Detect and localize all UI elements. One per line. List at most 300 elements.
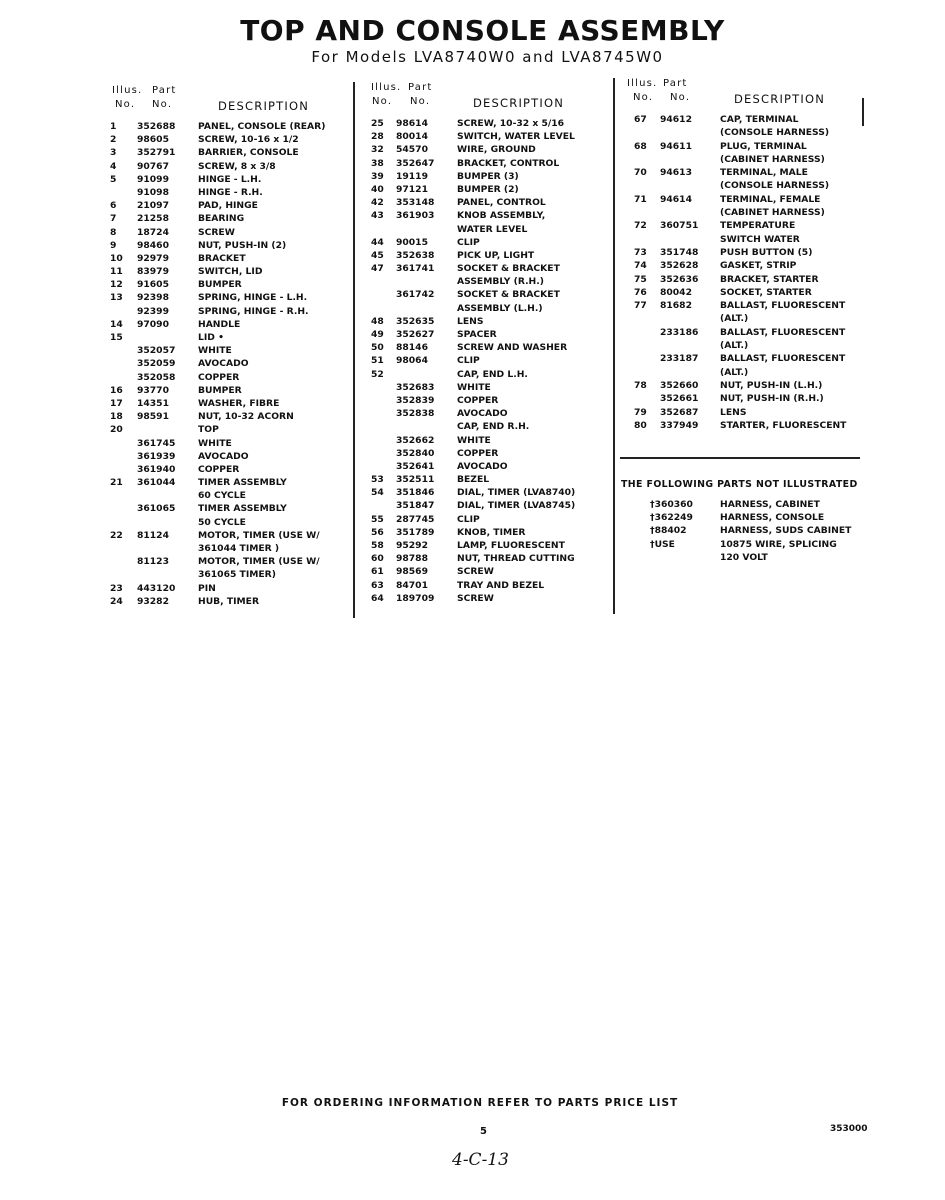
part-number: 93282	[137, 595, 169, 607]
part-description: WATER LEVEL	[457, 223, 528, 235]
illus-number: 55	[371, 513, 384, 525]
header-description: DESCRIPTION	[473, 96, 565, 110]
illus-number: 76	[634, 286, 647, 298]
table-row	[110, 319, 350, 332]
part-number: 352635	[396, 315, 435, 327]
illus-number: 12	[110, 279, 123, 291]
part-number: 352627	[396, 329, 435, 340]
part-description: SPRING, HINGE - L.H.	[198, 292, 308, 304]
header-illus: Illus.	[627, 78, 658, 89]
part-description: ASSEMBLY (R.H.)	[457, 276, 544, 288]
illus-number: 72	[634, 220, 647, 232]
document-number: 353000	[830, 1124, 868, 1134]
part-description: PANEL, CONTROL	[457, 197, 546, 209]
table-row	[368, 487, 608, 500]
part-description: SOCKET, STARTER	[720, 286, 812, 298]
part-number: 352057	[137, 345, 176, 357]
part-number: 80014	[396, 131, 428, 143]
header-part: Part	[663, 78, 688, 89]
table-row	[620, 353, 870, 366]
parts-list	[620, 499, 870, 565]
part-description: LENS	[457, 315, 484, 327]
header-part-no: No.	[670, 92, 691, 103]
part-number: 351789	[396, 526, 435, 538]
part-number: †360360	[650, 499, 693, 510]
part-description: SCREW AND WASHER	[457, 342, 568, 354]
part-description: TERMINAL, FEMALE	[720, 193, 821, 205]
table-row	[368, 329, 608, 342]
table-row	[110, 345, 350, 358]
part-description: SPRING, HINGE - R.H.	[198, 305, 309, 317]
part-description: TEMPERATURE	[720, 220, 796, 232]
table-row	[368, 316, 608, 329]
table-row	[110, 253, 350, 266]
parts-list	[620, 114, 870, 433]
column-divider-1	[353, 82, 355, 618]
table-row	[110, 213, 350, 226]
table-row	[110, 438, 350, 451]
table-row	[368, 580, 608, 593]
part-number: 361903	[396, 210, 435, 222]
table-row	[368, 527, 608, 540]
part-description: COPPER	[457, 394, 499, 406]
part-number: 93770	[137, 384, 169, 396]
part-description: CLIP	[457, 513, 480, 525]
part-number: 353148	[396, 197, 435, 209]
part-number: 352839	[396, 394, 435, 406]
part-description: AVOCADO	[457, 408, 508, 420]
part-number: 18724	[137, 226, 169, 238]
table-row	[368, 355, 608, 368]
part-description: ASSEMBLY (L.H.)	[457, 302, 543, 314]
header-description: DESCRIPTION	[734, 92, 826, 106]
illus-number: 54	[371, 487, 384, 499]
illus-number: 25	[371, 118, 384, 129]
table-row	[620, 512, 870, 525]
part-description: BRACKET, CONTROL	[457, 157, 560, 169]
part-description: STARTER, FLUORESCENT	[720, 419, 847, 431]
part-number: 94614	[660, 193, 692, 205]
part-description: LENS	[720, 406, 747, 418]
part-description: HINGE - R.H.	[198, 186, 263, 198]
illus-number: 78	[634, 379, 647, 391]
header-no: No.	[633, 92, 654, 103]
part-description: CAP, END L.H.	[457, 368, 528, 380]
part-number: 81124	[137, 529, 169, 541]
part-description: SCREW, 10-32 x 5/16	[457, 118, 565, 129]
table-row	[110, 411, 350, 424]
table-row	[620, 380, 870, 393]
part-number: 94613	[660, 167, 692, 179]
illus-number: 17	[110, 397, 123, 409]
part-description: AVOCADO	[457, 460, 508, 472]
illus-number: 16	[110, 384, 123, 396]
part-number: 14351	[137, 397, 169, 409]
part-description: MOTOR, TIMER (USE W/	[198, 529, 320, 541]
illus-number: 3	[110, 147, 117, 159]
table-row	[368, 342, 608, 355]
illus-number: 24	[110, 595, 123, 607]
parts-column-1	[110, 85, 350, 609]
parts-list	[368, 118, 608, 606]
part-number: 361742	[396, 289, 435, 301]
table-row	[620, 114, 870, 127]
part-number: 352628	[660, 260, 699, 272]
illus-number: 67	[634, 114, 647, 125]
illus-number: 68	[634, 140, 647, 152]
part-number: 352683	[396, 381, 435, 393]
part-description: 10875 WIRE, SPLICING	[720, 538, 837, 550]
part-description: 361044 TIMER )	[198, 543, 280, 554]
table-row	[620, 287, 870, 300]
illus-number: 64	[371, 592, 384, 604]
illus-number: 40	[371, 183, 384, 195]
part-number: 352660	[660, 379, 699, 391]
part-number: 361044	[137, 477, 176, 489]
part-number: 233187	[660, 353, 699, 365]
table-row	[620, 340, 870, 353]
table-row	[110, 279, 350, 292]
part-description: WHITE	[198, 437, 232, 449]
part-description: BALLAST, FLUORESCENT	[720, 326, 846, 338]
part-description: AVOCADO	[198, 358, 249, 370]
table-row	[620, 180, 870, 193]
part-number: 361741	[396, 263, 435, 275]
table-row	[368, 514, 608, 527]
illus-number: 79	[634, 406, 647, 418]
table-row	[620, 367, 870, 380]
column-divider-2	[613, 78, 615, 614]
table-row	[368, 448, 608, 461]
illus-number: 80	[634, 419, 647, 431]
part-description: CLIP	[457, 355, 480, 367]
illus-number: 4	[110, 160, 117, 172]
part-number: 83979	[137, 266, 169, 278]
table-row	[368, 369, 608, 382]
table-row	[368, 118, 608, 131]
table-row	[110, 385, 350, 398]
part-description: HANDLE	[198, 318, 241, 330]
illus-number: 23	[110, 582, 123, 594]
part-description: MOTOR, TIMER (USE W/	[198, 556, 320, 568]
part-description: WHITE	[457, 434, 491, 446]
part-number: 351748	[660, 246, 699, 258]
part-description: BALLAST, FLUORESCENT	[720, 300, 846, 312]
table-row	[368, 553, 608, 566]
illus-number: 52	[371, 368, 384, 380]
part-number: 21097	[137, 200, 169, 212]
part-description: HARNESS, SUDS CABINET	[720, 525, 852, 537]
part-number: 352638	[396, 249, 435, 261]
table-row	[620, 525, 870, 538]
illus-number: 14	[110, 318, 123, 330]
part-description: WASHER, FIBRE	[198, 397, 280, 409]
part-description: SWITCH, LID	[198, 266, 263, 278]
table-row	[620, 194, 870, 207]
part-description: SPACER	[457, 329, 497, 340]
illus-number: 63	[371, 579, 384, 591]
part-number: 352059	[137, 358, 176, 370]
table-row	[110, 266, 350, 279]
part-number: 352838	[396, 408, 435, 420]
part-number: 91098	[137, 186, 169, 198]
part-description: BUMPER	[198, 279, 242, 291]
part-number: 98788	[396, 553, 428, 565]
part-description: TIMER ASSEMBLY	[198, 477, 287, 489]
table-row	[368, 435, 608, 448]
part-number: 352840	[396, 447, 435, 459]
part-number: 351846	[396, 487, 435, 499]
part-description: (CONSOLE HARNESS)	[720, 127, 830, 139]
part-number: 98591	[137, 411, 169, 423]
illus-number: 56	[371, 526, 384, 538]
table-row	[368, 566, 608, 579]
part-description: TRAY AND BEZEL	[457, 579, 545, 591]
header-illus: Illus.	[112, 85, 143, 96]
part-description: SOCKET & BRACKET	[457, 263, 560, 275]
table-row	[110, 358, 350, 371]
part-number: 361940	[137, 463, 176, 475]
part-number: 98460	[137, 239, 169, 251]
part-description: 60 CYCLE	[198, 490, 246, 502]
part-description: SCREW, 8 x 3/8	[198, 160, 276, 172]
table-row	[110, 424, 350, 437]
table-row	[368, 421, 608, 434]
table-row	[368, 289, 608, 302]
table-row	[110, 477, 350, 490]
table-row	[110, 187, 350, 200]
part-description: CAP, END R.H.	[457, 421, 530, 433]
part-number: 352662	[396, 434, 435, 446]
part-description: KNOB, TIMER	[457, 526, 526, 538]
illus-number: 61	[371, 566, 384, 578]
part-description: (CONSOLE HARNESS)	[720, 180, 830, 192]
part-description: (ALT.)	[720, 366, 749, 378]
part-description: BEZEL	[457, 474, 490, 486]
part-description: HARNESS, CABINET	[720, 499, 820, 510]
part-description: SCREW	[198, 226, 235, 238]
table-row	[110, 121, 350, 134]
illus-number: 18	[110, 411, 123, 423]
part-description: NUT, PUSH-IN (R.H.)	[720, 393, 824, 405]
part-description: LAMP, FLUORESCENT	[457, 540, 565, 551]
table-row	[620, 234, 870, 247]
part-description: WHITE	[198, 345, 232, 357]
table-row	[110, 161, 350, 174]
part-number: 90015	[396, 236, 428, 248]
part-description: COPPER	[198, 463, 240, 475]
part-description: SOCKET & BRACKET	[457, 289, 560, 301]
part-number: †362249	[650, 512, 693, 524]
table-row	[110, 174, 350, 187]
illus-number: 5	[110, 173, 117, 185]
table-row	[620, 499, 870, 512]
part-number: 95292	[396, 540, 428, 551]
parts-column-3	[620, 78, 870, 433]
handwritten-note: 4-C-13	[452, 1150, 509, 1170]
part-description: (CABINET HARNESS)	[720, 207, 825, 219]
part-description: 50 CYCLE	[198, 516, 246, 528]
part-description: HINGE - L.H.	[198, 173, 262, 185]
header-part-no: No.	[410, 96, 431, 107]
part-number: 97090	[137, 318, 169, 330]
part-number: 352688	[137, 121, 176, 132]
part-description: BUMPER	[198, 384, 242, 396]
part-description: CAP, TERMINAL	[720, 114, 799, 125]
table-row	[110, 227, 350, 240]
section-divider	[620, 457, 860, 459]
part-description: SWITCH WATER	[720, 233, 800, 245]
part-number: 189709	[396, 592, 435, 604]
part-description: BALLAST, FLUORESCENT	[720, 353, 846, 365]
part-number: 90767	[137, 160, 169, 172]
table-row	[368, 250, 608, 263]
illus-number: 32	[371, 144, 384, 156]
part-description: PUSH BUTTON (5)	[720, 246, 813, 258]
table-row	[110, 569, 350, 582]
table-row	[368, 144, 608, 157]
column-header	[620, 78, 870, 114]
part-description: PICK UP, LIGHT	[457, 249, 535, 261]
part-description: WHITE	[457, 381, 491, 393]
table-row	[110, 503, 350, 516]
table-row	[620, 127, 870, 140]
part-number: 361065	[137, 503, 176, 515]
part-description: 120 VOLT	[720, 551, 768, 563]
illus-number: 58	[371, 540, 384, 551]
table-row	[110, 517, 350, 530]
table-row	[368, 184, 608, 197]
part-number: 287745	[396, 513, 435, 525]
illus-number: 75	[634, 273, 647, 285]
illus-number: 74	[634, 260, 647, 272]
part-number: 352647	[396, 157, 435, 169]
table-row	[620, 220, 870, 233]
part-number: 88146	[396, 342, 428, 354]
part-description: BRACKET	[198, 252, 246, 264]
part-description: NUT, 10-32 ACORN	[198, 411, 294, 423]
part-description: BEARING	[198, 213, 245, 225]
illus-number: 28	[371, 131, 384, 143]
table-row	[620, 260, 870, 273]
not-illustrated-title: THE FOLLOWING PARTS NOT ILLUSTRATED	[621, 479, 858, 490]
part-description: HUB, TIMER	[198, 595, 260, 607]
part-description: TERMINAL, MALE	[720, 167, 808, 179]
table-row	[620, 300, 870, 313]
part-number: 98605	[137, 134, 169, 146]
illus-number: 47	[371, 263, 384, 275]
table-row	[110, 306, 350, 319]
part-description: (ALT.)	[720, 340, 749, 352]
part-number: 361745	[137, 437, 176, 449]
part-description: HARNESS, CONSOLE	[720, 512, 825, 524]
part-description: PLUG, TERMINAL	[720, 140, 807, 152]
part-number: 92398	[137, 292, 169, 304]
part-description: SCREW	[457, 566, 494, 578]
table-row	[110, 372, 350, 385]
illus-number: 6	[110, 200, 117, 212]
table-row	[620, 327, 870, 340]
table-row	[368, 474, 608, 487]
table-row	[620, 274, 870, 287]
table-row	[110, 596, 350, 609]
part-description: AVOCADO	[198, 450, 249, 462]
part-number: 84701	[396, 579, 428, 591]
part-description: BUMPER (3)	[457, 170, 519, 182]
table-row	[110, 200, 350, 213]
part-description: (CABINET HARNESS)	[720, 153, 825, 165]
table-row	[110, 332, 350, 345]
illus-number: 15	[110, 332, 123, 343]
table-row	[368, 131, 608, 144]
illus-number: 13	[110, 292, 123, 304]
table-row	[620, 207, 870, 220]
part-number: †88402	[650, 525, 687, 537]
page-title: TOP AND CONSOLE ASSEMBLY	[240, 14, 725, 47]
table-row	[368, 171, 608, 184]
table-row	[620, 154, 870, 167]
illus-number: 8	[110, 226, 117, 238]
part-description: PAD, HINGE	[198, 200, 258, 212]
page-number: 5	[480, 1126, 487, 1137]
part-number: 54570	[396, 144, 428, 156]
table-row	[110, 530, 350, 543]
table-row	[368, 276, 608, 289]
part-description: SCREW	[457, 592, 494, 604]
illus-number: 71	[634, 193, 647, 205]
table-row	[110, 556, 350, 569]
part-number: 97121	[396, 183, 428, 195]
table-row	[368, 461, 608, 474]
illus-number: 60	[371, 553, 384, 565]
part-number: 19119	[396, 170, 428, 182]
part-number: 337949	[660, 419, 699, 431]
part-number: 81682	[660, 300, 692, 312]
illus-number: 45	[371, 249, 384, 261]
illus-number: 21	[110, 477, 123, 489]
part-number: 443120	[137, 582, 176, 594]
table-row	[110, 147, 350, 160]
part-description: PANEL, CONSOLE (REAR)	[198, 121, 326, 132]
page-subtitle: For Models LVA8740W0 and LVA8745W0	[311, 48, 664, 66]
part-number: 91099	[137, 173, 169, 185]
illus-number: 42	[371, 197, 384, 209]
part-number: 233186	[660, 326, 699, 338]
header-part: Part	[152, 85, 177, 96]
table-row	[368, 500, 608, 513]
header-part-no: No.	[152, 99, 173, 110]
part-description: LID •	[198, 332, 224, 343]
part-number: 92979	[137, 252, 169, 264]
illus-number: 53	[371, 474, 384, 486]
table-row	[110, 543, 350, 556]
part-number: 352641	[396, 460, 435, 472]
illus-number: 2	[110, 134, 117, 146]
part-description: SWITCH, WATER LEVEL	[457, 131, 575, 143]
table-row	[110, 451, 350, 464]
table-row	[620, 539, 870, 552]
parts-column-2	[368, 82, 608, 606]
part-description: BUMPER (2)	[457, 183, 519, 195]
table-row	[368, 382, 608, 395]
part-description: NUT, PUSH-IN (L.H.)	[720, 379, 823, 391]
illus-number: 49	[371, 329, 384, 340]
part-description: 361065 TIMER)	[198, 569, 276, 581]
part-number: †USE	[650, 538, 675, 550]
illus-number: 51	[371, 355, 384, 367]
table-row	[368, 593, 608, 606]
part-number: 352661	[660, 393, 699, 405]
